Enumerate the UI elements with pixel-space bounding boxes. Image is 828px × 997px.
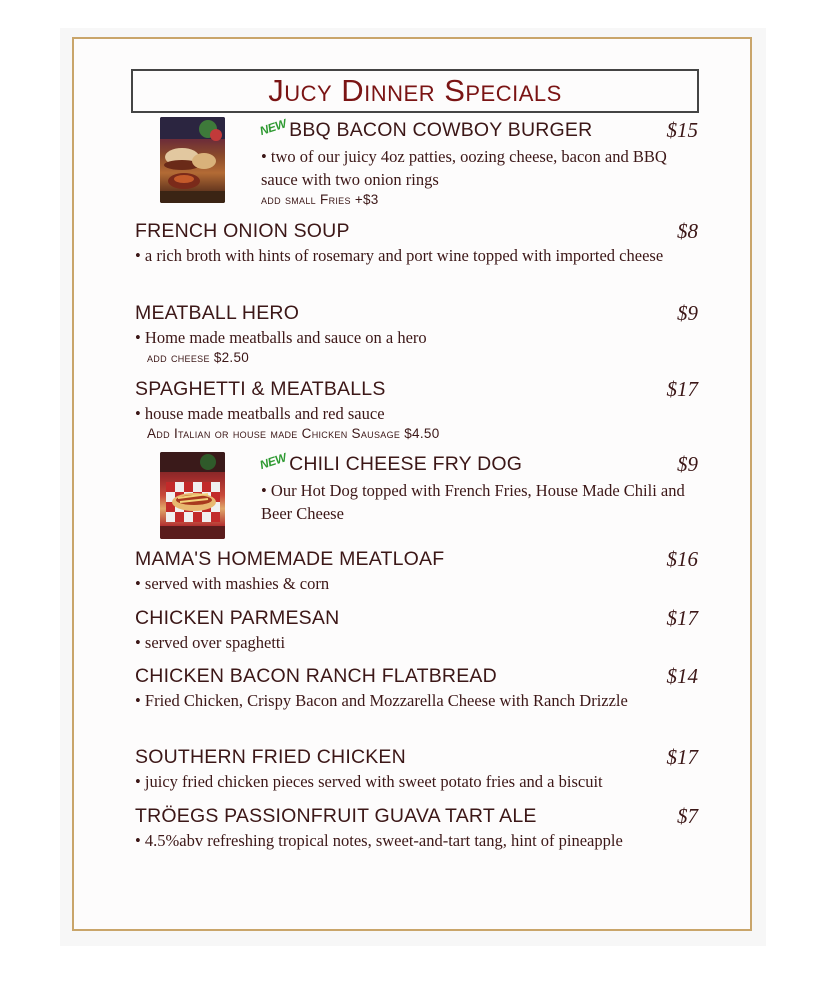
menu-item <box>257 450 698 525</box>
item-description: • served over spaghetti <box>135 633 286 652</box>
item-price: $7 <box>677 804 698 828</box>
item-description: • Fried Chicken, Crispy Bacon and Mozzarella Cheese with Ranch Drizzle <box>135 691 628 710</box>
item-addon: Add Italian or house made Chicken Sausage $4.50 <box>147 426 440 441</box>
item-name: NEWCHILI CHEESE FRY DOG <box>261 452 697 478</box>
item-description: • a rich broth with hints of rosemary and port wine topped with imported cheese <box>135 246 664 265</box>
menu-page <box>72 37 752 931</box>
menu-item <box>135 219 697 267</box>
burger-photo <box>160 117 225 203</box>
item-price: $17 <box>666 377 698 401</box>
item-description: • Home made meatballs and sauce on a hero <box>135 328 427 347</box>
item-name: SPAGHETTI & MEATBALLS <box>135 378 386 400</box>
item-price: $9 <box>677 301 698 325</box>
menu-item <box>135 664 697 712</box>
item-name: MEATBALL HERO <box>135 302 300 324</box>
item-description: • 4.5%abv refreshing tropical notes, sweet-and-tart tang, hint of pineapple <box>135 831 623 850</box>
item-price: $9 <box>677 452 698 476</box>
item-description: • served with mashies & corn <box>135 574 330 593</box>
item-description: • house made meatballs and red sauce <box>135 404 385 423</box>
item-name: SOUTHERN FRIED CHICKEN <box>135 746 406 768</box>
menu-item <box>257 116 698 209</box>
new-badge-icon: NEW <box>257 116 289 139</box>
menu-item <box>135 377 697 443</box>
item-description: • juicy fried chicken pieces served with sweet potato fries and a biscuit <box>135 772 603 791</box>
menu-item <box>135 804 697 852</box>
menu-item <box>135 745 697 793</box>
item-price: $8 <box>677 219 698 243</box>
menu-item <box>135 301 697 367</box>
item-price: $17 <box>666 745 698 769</box>
item-addon: add cheese $2.50 <box>147 350 250 365</box>
item-name: CHICKEN PARMESAN <box>135 607 340 629</box>
new-badge-icon: NEW <box>257 450 289 473</box>
item-name: NEWBBQ BACON COWBOY BURGER <box>261 118 697 144</box>
item-name: MAMA'S HOMEMADE MEATLOAF <box>135 548 445 570</box>
item-price: $15 <box>666 118 698 142</box>
item-name: FRENCH ONION SOUP <box>135 220 350 242</box>
item-addon: add small Fries +$3 <box>261 192 379 207</box>
menu-title: Jucy Dinner Specials <box>268 73 562 108</box>
menu-title-box <box>131 69 699 113</box>
item-name: TRÖEGS PASSIONFRUIT GUAVA TART ALE <box>135 805 537 827</box>
item-price: $14 <box>666 664 698 688</box>
menu-item <box>135 547 697 595</box>
item-description: • Our Hot Dog topped with French Fries, House Made Chili and Beer Cheese <box>261 481 685 523</box>
item-name: CHICKEN BACON RANCH FLATBREAD <box>135 665 497 687</box>
menu-item <box>135 606 697 654</box>
hot-dog-photo <box>160 452 225 539</box>
item-description: • two of our juicy 4oz patties, oozing cheese, bacon and BBQ sauce with two onion rings <box>261 147 667 189</box>
item-price: $16 <box>666 547 698 571</box>
item-price: $17 <box>666 606 698 630</box>
